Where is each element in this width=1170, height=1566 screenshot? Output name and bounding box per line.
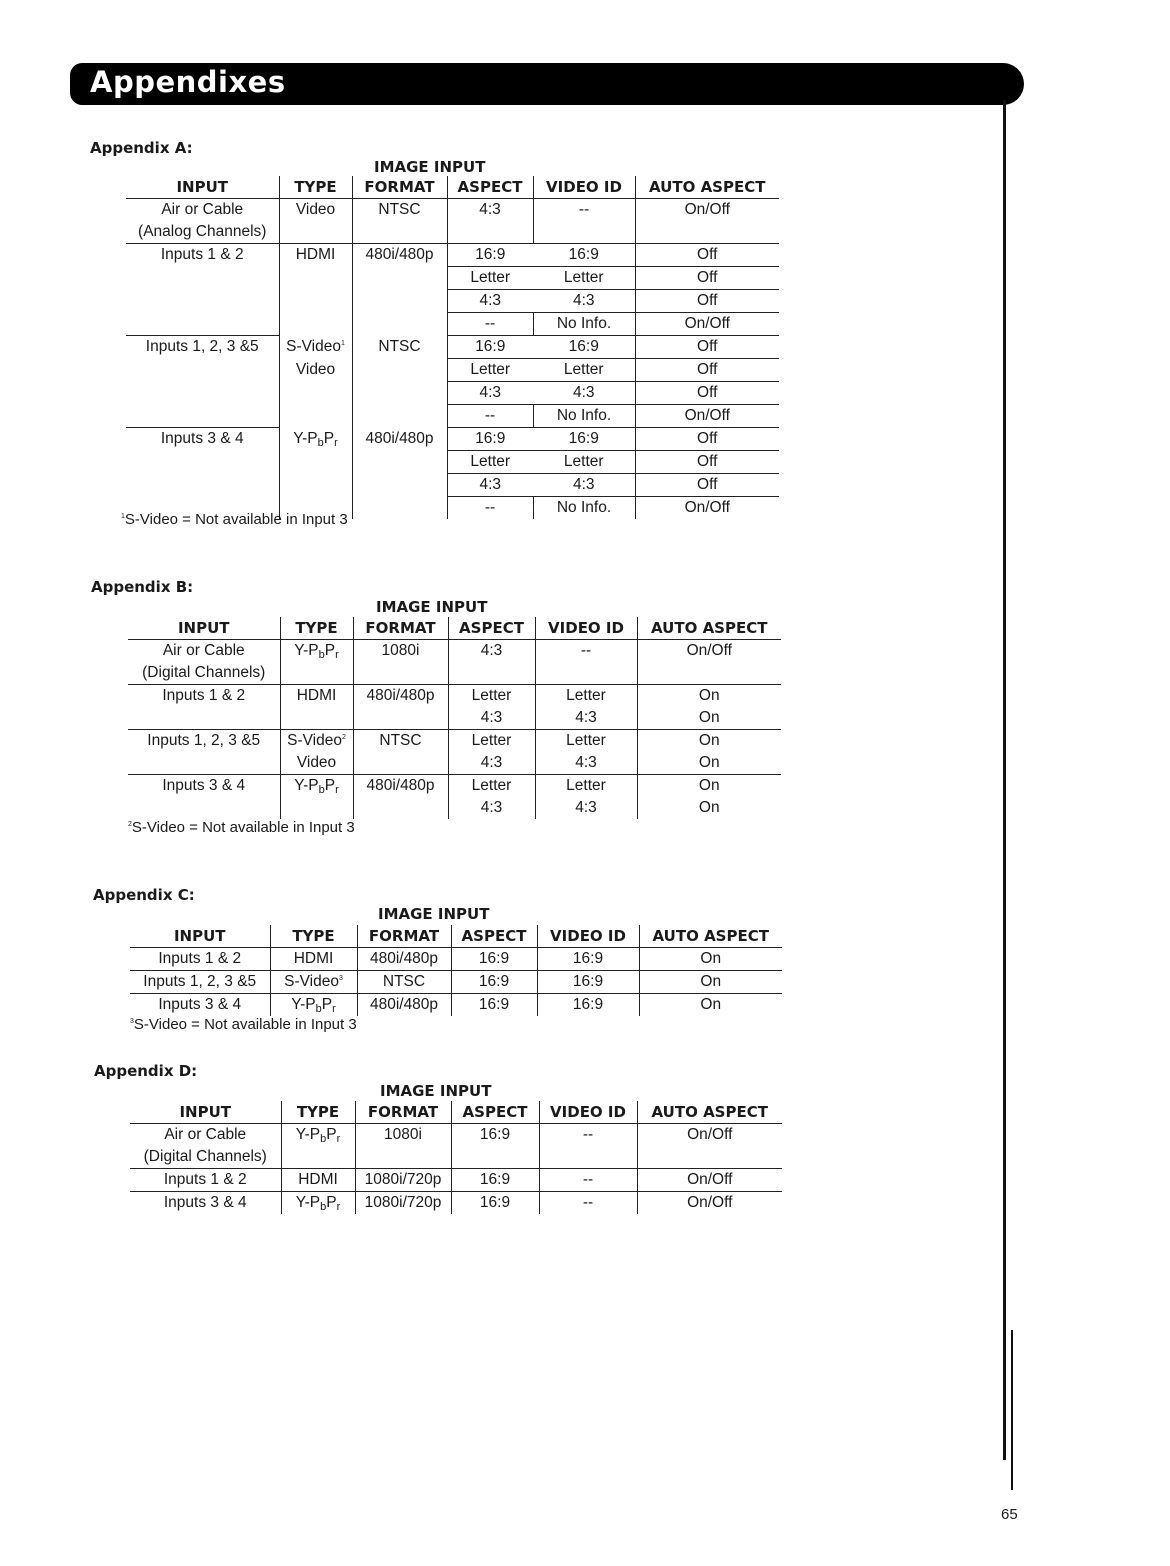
cell-type: Video	[280, 752, 353, 775]
appendix-b-title: Appendix B:	[91, 578, 194, 596]
cell-format: NTSC	[357, 971, 451, 994]
col-input: INPUT	[130, 925, 270, 948]
cell-video-id: 16:9	[533, 244, 635, 267]
cell-input: Inputs 3 & 4	[162, 777, 246, 794]
cell-input: (Digital Channels)	[128, 662, 280, 685]
cell-input: Inputs 3 & 4	[158, 996, 242, 1013]
table-row	[128, 640, 781, 663]
cell-type: S-Video$^3$	[270, 971, 357, 994]
col-input: INPUT	[130, 1101, 281, 1124]
col-auto-aspect: AUTO ASPECT	[637, 1101, 782, 1124]
cell-auto-aspect: On	[637, 685, 781, 708]
table-row	[126, 474, 779, 497]
cell-aspect: 16:9	[451, 994, 537, 1017]
cell-aspect: Letter	[448, 730, 535, 753]
cell-input: (Digital Channels)	[130, 1146, 281, 1169]
cell-type-ypbpr: $Y-P_bP_r$	[280, 775, 353, 798]
table-row	[126, 359, 779, 382]
cell-video-id: --	[535, 640, 637, 663]
cell-auto-aspect: On	[637, 797, 781, 819]
cell-video-id: 4:3	[535, 707, 637, 730]
cell-auto-aspect: On	[637, 707, 781, 730]
table-header-row	[126, 176, 779, 199]
cell-input: Inputs 1 & 2	[162, 687, 246, 704]
cell-auto-aspect: Off	[635, 382, 779, 405]
cell-aspect: Letter	[448, 775, 535, 798]
cell-aspect: 4:3	[447, 382, 533, 405]
cell-aspect: 4:3	[447, 290, 533, 313]
cell-type: S-Video$^1$	[279, 336, 352, 359]
col-input: INPUT	[126, 176, 279, 199]
cell-format: 480i/480p	[353, 685, 448, 708]
appendix-b-image-input-label: IMAGE INPUT	[376, 598, 488, 616]
col-type: TYPE	[280, 617, 353, 640]
table-row	[130, 994, 782, 1017]
appendix-c-title: Appendix C:	[93, 886, 195, 904]
col-type: TYPE	[270, 925, 357, 948]
cell-format: 1080i	[355, 1124, 451, 1147]
col-video-id: VIDEO ID	[535, 617, 637, 640]
cell-input: Inputs 1 & 2	[130, 948, 270, 971]
cell-aspect: 4:3	[448, 640, 535, 663]
appendix-d-title: Appendix D:	[94, 1062, 198, 1080]
cell-input: Inputs 1, 2, 3 &5	[147, 732, 261, 749]
cell-aspect: Letter	[447, 359, 533, 382]
table-row	[126, 336, 779, 359]
appendix-b-footnote: $^2$S-Video = Not available in Input 3	[128, 819, 355, 836]
cell-aspect: 16:9	[451, 971, 537, 994]
table-row	[128, 662, 781, 685]
table-row	[128, 775, 781, 798]
cell-format: 480i/480p	[353, 775, 448, 798]
table-row	[126, 382, 779, 405]
table-row	[126, 290, 779, 313]
cell-auto-aspect: On/Off	[635, 313, 779, 336]
cell-type: Video	[279, 359, 352, 382]
table-row	[130, 1192, 782, 1215]
cell-type-ypbpr: $Y-P_bP_r$	[281, 1192, 355, 1215]
page-number: 65	[1001, 1506, 1018, 1523]
cell-auto-aspect: Off	[635, 451, 779, 474]
table-row	[126, 244, 779, 267]
appendix-b-table	[128, 617, 781, 819]
table-row	[126, 267, 779, 290]
appendix-a-footnote: $^1$S-Video = Not available in Input 3	[121, 511, 348, 528]
table-row	[126, 451, 779, 474]
cell-video-id: --	[533, 199, 635, 222]
cell-aspect: 16:9	[447, 244, 533, 267]
cell-video-id: --	[539, 1169, 637, 1192]
cell-video-id: 16:9	[533, 428, 635, 451]
appendix-a-image-input-label: IMAGE INPUT	[374, 158, 486, 176]
cell-format: 1080i	[353, 640, 448, 663]
cell-video-id: Letter	[533, 451, 635, 474]
cell-auto-aspect: On/Off	[637, 1124, 782, 1147]
col-aspect: ASPECT	[451, 1101, 539, 1124]
cell-format: NTSC	[353, 730, 448, 753]
table-row	[126, 221, 779, 244]
col-type: TYPE	[279, 176, 352, 199]
cell-auto-aspect: Off	[635, 428, 779, 451]
col-aspect: ASPECT	[451, 925, 537, 948]
cell-aspect: 4:3	[447, 199, 533, 222]
cell-video-id: No Info.	[533, 497, 635, 520]
cell-aspect: 16:9	[451, 1124, 539, 1147]
cell-aspect: 4:3	[448, 707, 535, 730]
table-row	[126, 405, 779, 428]
cell-input: Inputs 1 & 2	[160, 246, 244, 263]
cell-aspect: --	[447, 497, 533, 520]
cell-input: Inputs 3 & 4	[163, 1194, 247, 1211]
table-row	[126, 199, 779, 222]
cell-input: Inputs 1 & 2	[130, 1169, 281, 1192]
cell-aspect: 4:3	[448, 797, 535, 819]
table-header-row	[128, 617, 781, 640]
appendix-c-table	[130, 925, 782, 1016]
appendix-a-title: Appendix A:	[90, 139, 193, 157]
cell-aspect: --	[447, 405, 533, 428]
cell-video-id: No Info.	[533, 405, 635, 428]
appendix-c-image-input-label: IMAGE INPUT	[378, 905, 490, 923]
cell-video-id: 16:9	[533, 336, 635, 359]
cell-auto-aspect: Off	[635, 359, 779, 382]
table-row	[128, 707, 781, 730]
table-row	[126, 428, 779, 451]
cell-video-id: Letter	[533, 359, 635, 382]
cell-aspect: --	[447, 313, 533, 336]
cell-video-id: Letter	[533, 267, 635, 290]
cell-video-id: --	[539, 1192, 637, 1215]
cell-video-id: 16:9	[537, 971, 639, 994]
cell-video-id: 4:3	[533, 290, 635, 313]
cell-video-id: Letter	[535, 685, 637, 708]
cell-type: Video	[279, 199, 352, 222]
cell-auto-aspect: On/Off	[635, 199, 779, 222]
col-format: FORMAT	[352, 176, 447, 199]
col-aspect: ASPECT	[447, 176, 533, 199]
cell-format: 480i/480p	[357, 994, 451, 1017]
appendix-d-image-input-label: IMAGE INPUT	[380, 1082, 492, 1100]
cell-auto-aspect: On/Off	[635, 497, 779, 520]
cell-format: 480i/480p	[357, 948, 451, 971]
appendix-c-footnote: $^3$S-Video = Not available in Input 3	[130, 1016, 357, 1033]
cell-auto-aspect: Off	[635, 336, 779, 359]
table-row	[128, 752, 781, 775]
appendix-d-table	[130, 1101, 782, 1214]
cell-format: NTSC	[352, 336, 447, 359]
col-video-id: VIDEO ID	[539, 1101, 637, 1124]
cell-aspect: Letter	[448, 685, 535, 708]
cell-video-id: Letter	[535, 775, 637, 798]
table-row	[130, 948, 782, 971]
table-row	[130, 971, 782, 994]
cell-type-ypbpr: $Y-P_bP_r$	[280, 640, 353, 663]
cell-format: 480i/480p	[352, 244, 447, 267]
cell-type-ypbpr: $Y-P_bP_r$	[279, 428, 352, 451]
cell-input: Inputs 3 & 4	[160, 430, 244, 447]
cell-input: (Analog Channels)	[126, 221, 279, 244]
table-row	[128, 685, 781, 708]
cell-format: 480i/480p	[352, 428, 447, 451]
cell-aspect: Letter	[447, 451, 533, 474]
margin-rule	[1003, 100, 1006, 1460]
cell-aspect: Letter	[447, 267, 533, 290]
cell-video-id: 4:3	[533, 382, 635, 405]
cell-auto-aspect: On	[637, 752, 781, 775]
cell-auto-aspect: On/Off	[637, 640, 781, 663]
cell-input: Inputs 1, 2, 3 &5	[145, 338, 259, 355]
cell-type-ypbpr: $Y-P_bP_r$	[281, 1124, 355, 1147]
cell-input: Air or Cable	[161, 201, 244, 218]
cell-auto-aspect: On/Off	[637, 1192, 782, 1215]
cell-video-id: 16:9	[537, 994, 639, 1017]
col-video-id: VIDEO ID	[537, 925, 639, 948]
table-row	[128, 797, 781, 819]
cell-aspect: 16:9	[451, 1169, 539, 1192]
col-format: FORMAT	[353, 617, 448, 640]
cell-auto-aspect: Off	[635, 290, 779, 313]
cell-type: HDMI	[270, 948, 357, 971]
cell-video-id: 4:3	[535, 752, 637, 775]
cell-type: HDMI	[280, 685, 353, 708]
table-row	[130, 1146, 782, 1169]
cell-input: Inputs 1, 2, 3 &5	[130, 971, 270, 994]
cell-aspect: 16:9	[451, 1192, 539, 1215]
cell-aspect: 16:9	[451, 948, 537, 971]
cell-type: HDMI	[279, 244, 352, 267]
cell-auto-aspect: On	[639, 994, 782, 1017]
cell-format: NTSC	[352, 199, 447, 222]
col-auto-aspect: AUTO ASPECT	[639, 925, 782, 948]
page-title: Appendixes	[90, 65, 286, 99]
cell-video-id: 4:3	[535, 797, 637, 819]
cell-auto-aspect: On/Off	[637, 1169, 782, 1192]
cell-format: 1080i/720p	[355, 1192, 451, 1215]
col-auto-aspect: AUTO ASPECT	[635, 176, 779, 199]
cell-auto-aspect: Off	[635, 267, 779, 290]
table-row	[128, 730, 781, 753]
cell-auto-aspect: On/Off	[635, 405, 779, 428]
cell-video-id: Letter	[535, 730, 637, 753]
cell-auto-aspect: On	[637, 775, 781, 798]
cell-type: S-Video$^2$	[280, 730, 353, 753]
table-row	[126, 313, 779, 336]
col-type: TYPE	[281, 1101, 355, 1124]
cell-type: HDMI	[281, 1169, 355, 1192]
appendix-a-table	[126, 176, 779, 519]
cell-auto-aspect: On	[639, 948, 782, 971]
table-row	[130, 1124, 782, 1147]
cell-video-id: 16:9	[537, 948, 639, 971]
cell-format: 1080i/720p	[355, 1169, 451, 1192]
cell-video-id: --	[539, 1124, 637, 1147]
cell-auto-aspect: On	[639, 971, 782, 994]
margin-rule-lower	[1011, 1330, 1013, 1490]
cell-input: Air or Cable	[162, 642, 245, 659]
table-row	[130, 1169, 782, 1192]
cell-aspect: 4:3	[447, 474, 533, 497]
col-aspect: ASPECT	[448, 617, 535, 640]
cell-video-id: 4:3	[533, 474, 635, 497]
cell-auto-aspect: Off	[635, 244, 779, 267]
col-video-id: VIDEO ID	[533, 176, 635, 199]
col-format: FORMAT	[355, 1101, 451, 1124]
col-format: FORMAT	[357, 925, 451, 948]
cell-auto-aspect: Off	[635, 474, 779, 497]
cell-type-ypbpr: $Y-P_bP_r$	[270, 994, 357, 1017]
cell-aspect: 16:9	[447, 336, 533, 359]
cell-aspect: 4:3	[448, 752, 535, 775]
col-input: INPUT	[128, 617, 280, 640]
page-title-banner	[70, 63, 1024, 105]
cell-input: Air or Cable	[164, 1126, 247, 1143]
col-auto-aspect: AUTO ASPECT	[637, 617, 781, 640]
table-header-row	[130, 1101, 782, 1124]
cell-video-id: No Info.	[533, 313, 635, 336]
cell-auto-aspect: On	[637, 730, 781, 753]
table-header-row	[130, 925, 782, 948]
cell-aspect: 16:9	[447, 428, 533, 451]
